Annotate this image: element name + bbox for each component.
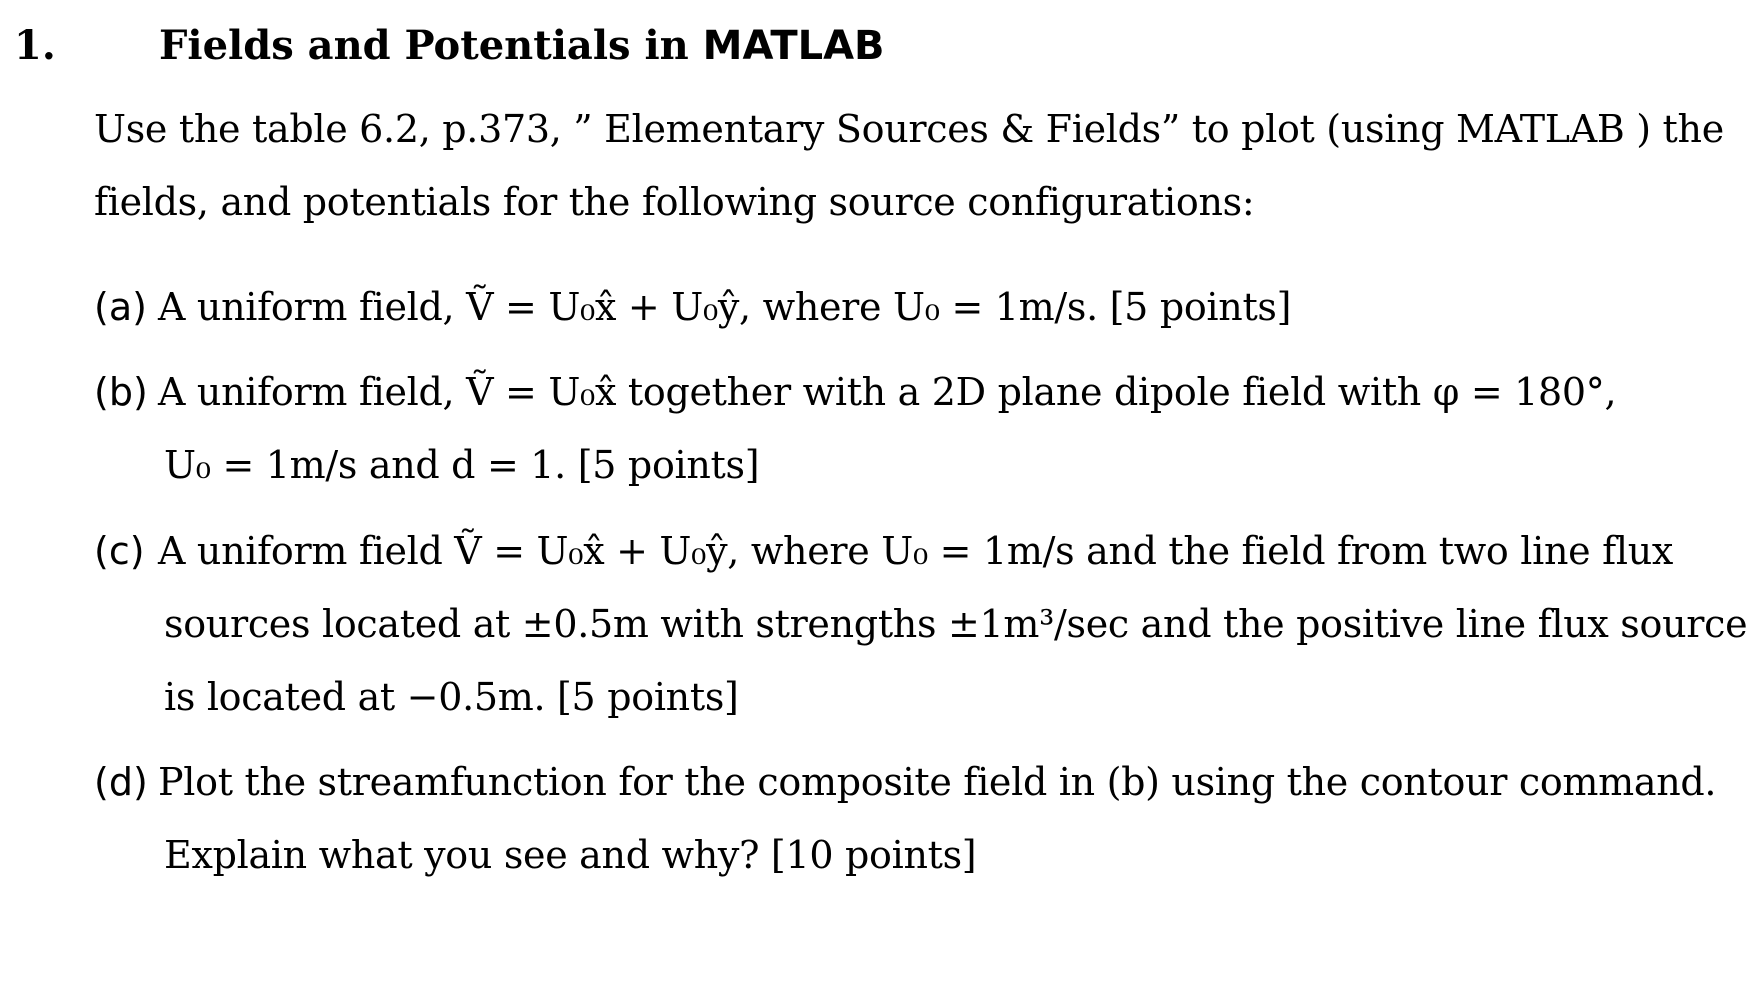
problem-title: Fields and Potentials in MATLAB (159, 22, 885, 69)
item-a-line-1: A uniform field, Ṽ = U₀x̂ + U₀ŷ, where U₀ = 1m/s. [5 points] (158, 285, 1292, 329)
item-a-label: (a) (94, 285, 147, 329)
item-b-label: (b) (94, 370, 148, 414)
problem-number: 1. (14, 22, 56, 69)
item-c-label: (c) (94, 529, 145, 573)
item-d-label: (d) (94, 760, 148, 804)
intro-line-2: fields, and potentials for the following source configurations: (94, 180, 1255, 224)
item-c-line-2: sources located at ±0.5m with strengths ±1m³/sec and the positive line flux source (164, 602, 1748, 646)
item-d-line-2: Explain what you see and why? [10 points] (164, 833, 977, 877)
item-d-line-1: Plot the streamfunction for the composite field in (b) using the contour command. (158, 760, 1717, 804)
item-c-line-1: A uniform field Ṽ = U₀x̂ + U₀ŷ, where U₀ = 1m/s and the field from two line flux (158, 529, 1674, 573)
item-b-line-1: A uniform field, Ṽ = U₀x̂ together with a 2D plane dipole field with φ = 180°, (158, 370, 1617, 414)
item-c-line-3: is located at −0.5m. [5 points] (164, 675, 739, 719)
item-b-line-2: U₀ = 1m/s and d = 1. [5 points] (164, 443, 760, 487)
intro-line-1: Use the table 6.2, p.373, ” Elementary Sources & Fields” to plot (using MATLAB ) the (94, 107, 1724, 151)
